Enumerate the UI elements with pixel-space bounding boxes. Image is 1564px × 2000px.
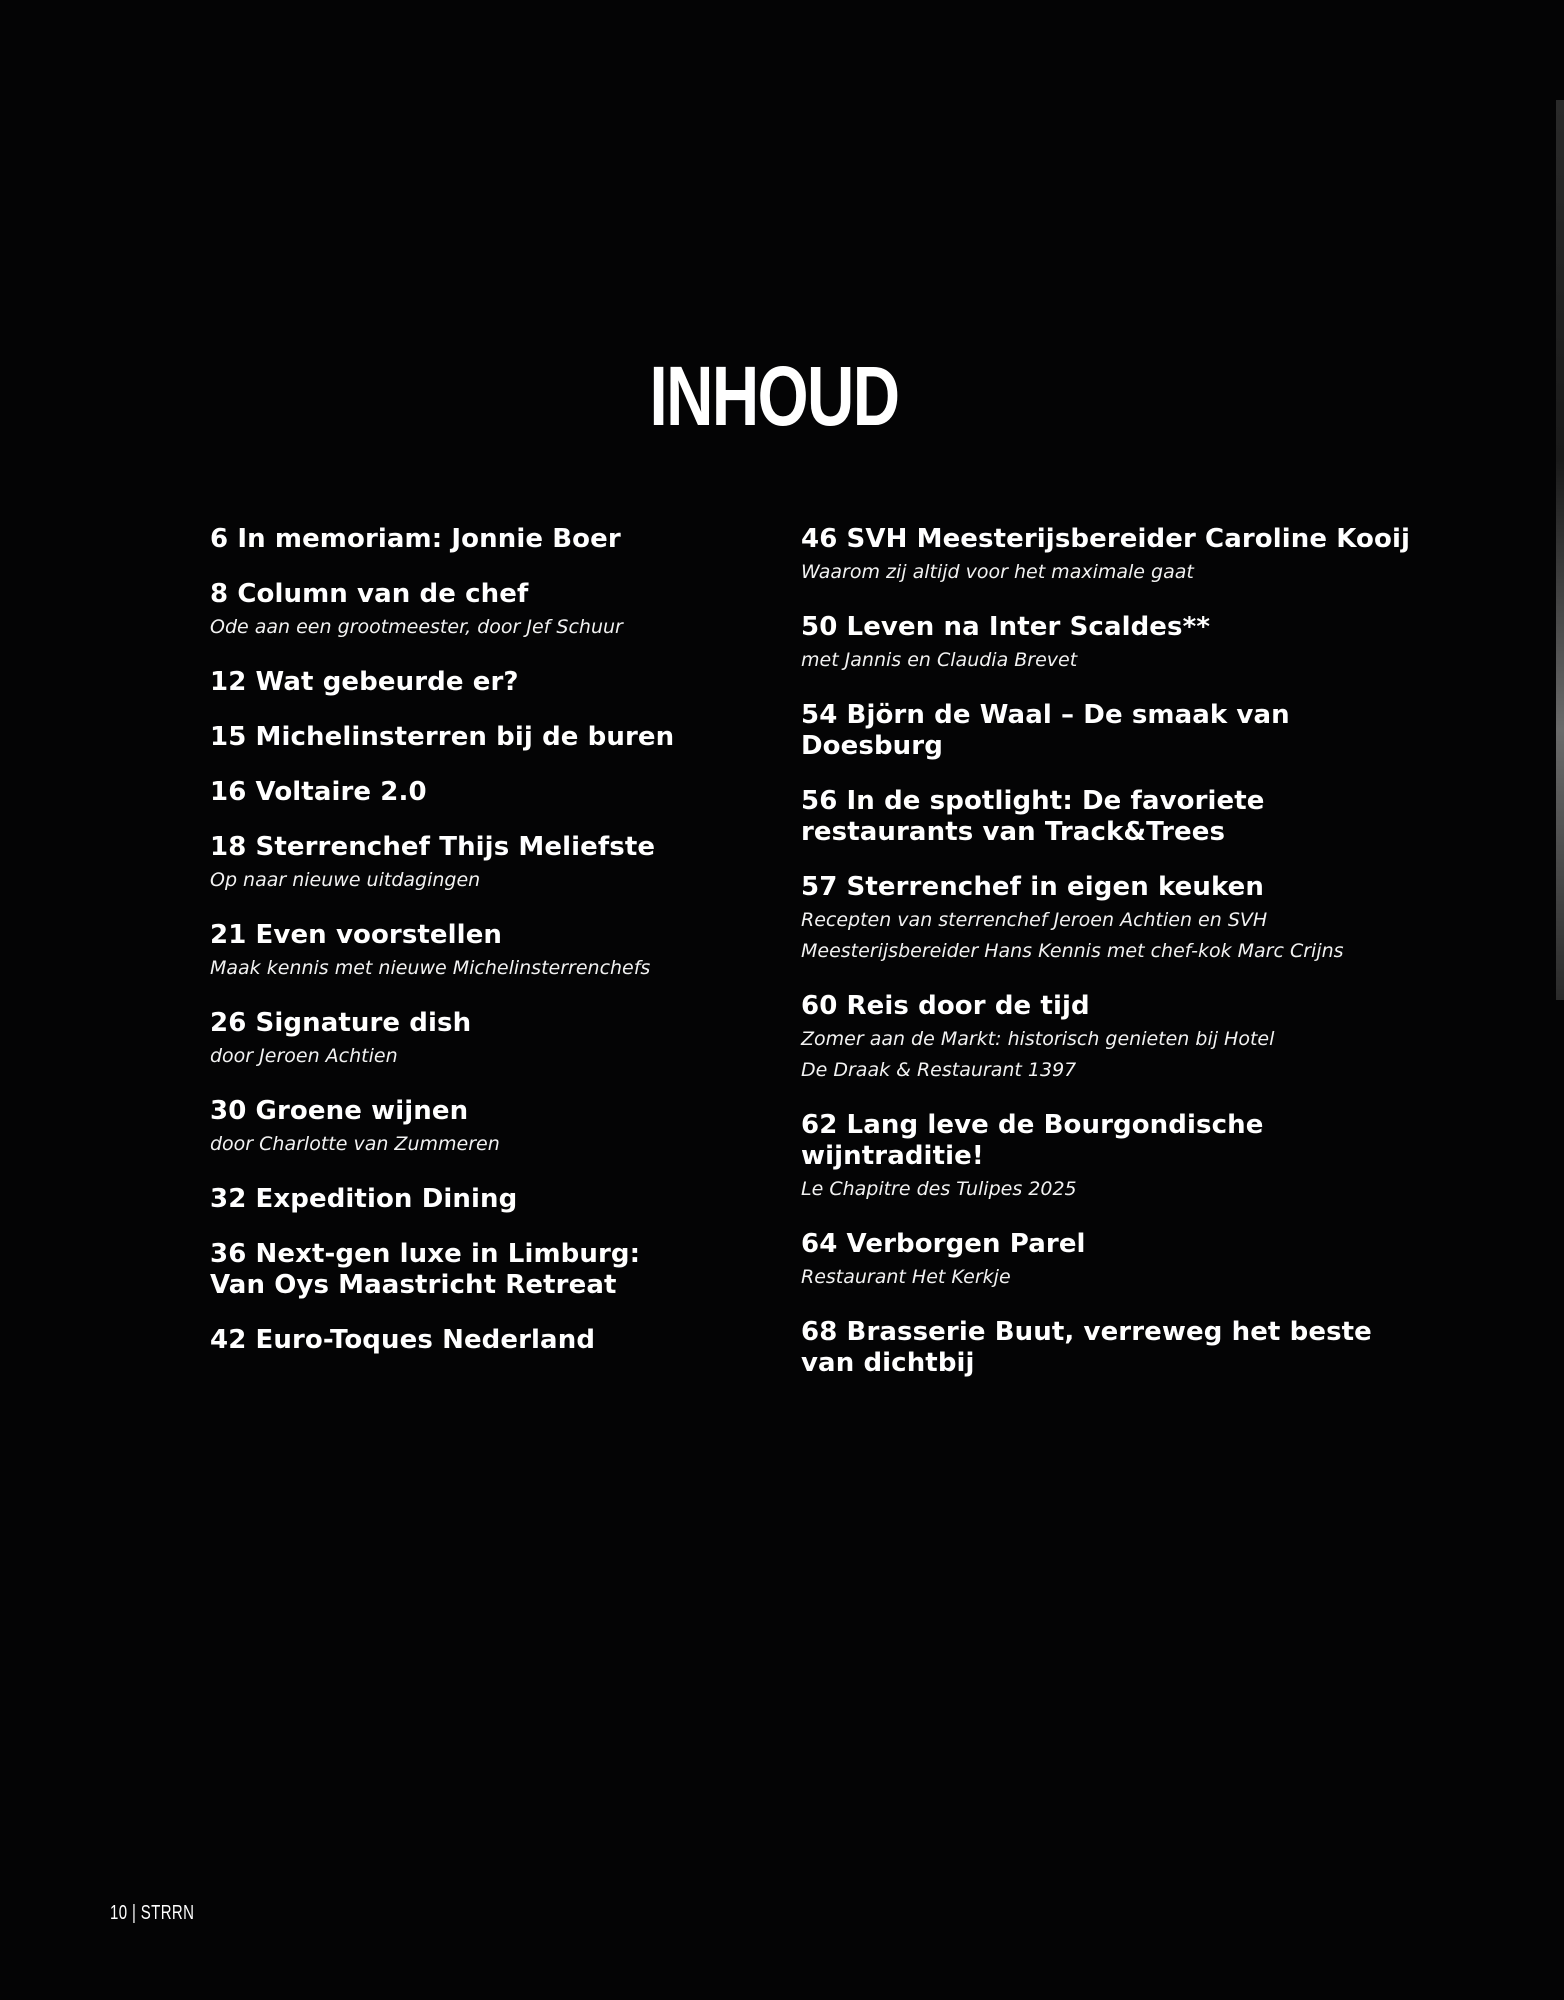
- toc-entry-subtitle: door Jeroen Achtien: [210, 1045, 398, 1067]
- toc-entry-title: 26 Signature dish: [210, 1008, 472, 1038]
- toc-entry-subtitle: Restaurant Het Kerkje: [801, 1266, 1011, 1288]
- adjacent-page-edge: [1556, 100, 1564, 1000]
- toc-entry-title: 68 Brasserie Buut, verreweg het beste van dichtbij: [801, 1317, 1372, 1378]
- toc-entry-title: 36 Next-gen luxe in Limburg: Van Oys Maastricht Retreat: [210, 1239, 641, 1300]
- toc-entry: [210, 579, 770, 643]
- toc-entry: [801, 991, 1411, 1086]
- toc-entry-title: 57 Sterrenchef in eigen keuken: [801, 872, 1265, 902]
- toc-entry-title: 64 Verborgen Parel: [801, 1229, 1086, 1259]
- toc-entry-subtitle: Recepten van sterrenchef Jeroen Achtien en SVH Meesterijsbereider Hans Kennis met chef-kok Marc Crijns: [801, 909, 1344, 962]
- toc-entry-title: 18 Sterrenchef Thijs Meliefste: [210, 832, 656, 862]
- toc-entry-title: 42 Euro-Toques Nederland: [210, 1325, 596, 1355]
- page-title: INHOUD: [649, 349, 899, 444]
- toc-right-column: [801, 524, 1411, 1403]
- toc-entry: [210, 1239, 770, 1301]
- toc-entry-subtitle: met Jannis en Claudia Brevet: [801, 649, 1078, 671]
- toc-entry-title: 56 In de spotlight: De favoriete restaurants van Track&Trees: [801, 786, 1265, 847]
- page-folio: 10 | STRRN: [110, 1902, 195, 1924]
- toc-entry-title: 54 Björn de Waal – De smaak van Doesburg: [801, 700, 1290, 761]
- toc-entry-title: 12 Wat gebeurde er?: [210, 667, 519, 697]
- toc-entry-title: 30 Groene wijnen: [210, 1096, 469, 1126]
- toc-entry: [210, 722, 770, 753]
- toc-entry: [801, 524, 1411, 588]
- toc-entry: [801, 1110, 1411, 1205]
- toc-entry: [210, 1008, 770, 1072]
- toc-entry-subtitle: Zomer aan de Markt: historisch genieten bij Hotel De Draak & Restaurant 1397: [801, 1028, 1275, 1081]
- toc-entry: [801, 700, 1411, 762]
- toc-entry: [801, 786, 1411, 848]
- toc-entry: [210, 524, 770, 555]
- toc-entry-title: 15 Michelinsterren bij de buren: [210, 722, 675, 752]
- toc-entry: [210, 777, 770, 808]
- toc-entry: [801, 1317, 1411, 1379]
- toc-entry: [210, 1184, 770, 1215]
- toc-entry-title: 8 Column van de chef: [210, 579, 529, 609]
- toc-entry-subtitle: Maak kennis met nieuwe Michelinsterrenchefs: [210, 957, 651, 979]
- toc-entry: [801, 1229, 1411, 1293]
- toc-entry: [210, 1096, 770, 1160]
- toc-entry-title: 46 SVH Meesterijsbereider Caroline Kooij: [801, 524, 1410, 554]
- toc-entry-subtitle: Waarom zij altijd voor het maximale gaat: [801, 561, 1194, 583]
- toc-entry: [210, 920, 770, 984]
- toc-entry-title: 50 Leven na Inter Scaldes**: [801, 612, 1211, 642]
- toc-entry: [210, 667, 770, 698]
- toc-entry-title: 32 Expedition Dining: [210, 1184, 518, 1214]
- toc-entry-title: 60 Reis door de tijd: [801, 991, 1090, 1021]
- toc-entry: [210, 832, 770, 896]
- toc-entry-subtitle: Le Chapitre des Tulipes 2025: [801, 1178, 1077, 1200]
- toc-entry: [801, 612, 1411, 676]
- toc-entry-title: 6 In memoriam: Jonnie Boer: [210, 524, 621, 554]
- toc-entry-subtitle: Ode aan een grootmeester, door Jef Schuur: [210, 616, 623, 638]
- toc-entry-title: 62 Lang leve de Bourgondische wijntraditie!: [801, 1110, 1264, 1171]
- toc-entry-subtitle: Op naar nieuwe uitdagingen: [210, 869, 481, 891]
- toc-left-column: [210, 524, 770, 1380]
- toc-entry-title: 21 Even voorstellen: [210, 920, 503, 950]
- toc-entry: [801, 872, 1411, 967]
- toc-entry-title: 16 Voltaire 2.0: [210, 777, 427, 807]
- toc-entry: [210, 1325, 770, 1356]
- toc-entry-subtitle: door Charlotte van Zummeren: [210, 1133, 500, 1155]
